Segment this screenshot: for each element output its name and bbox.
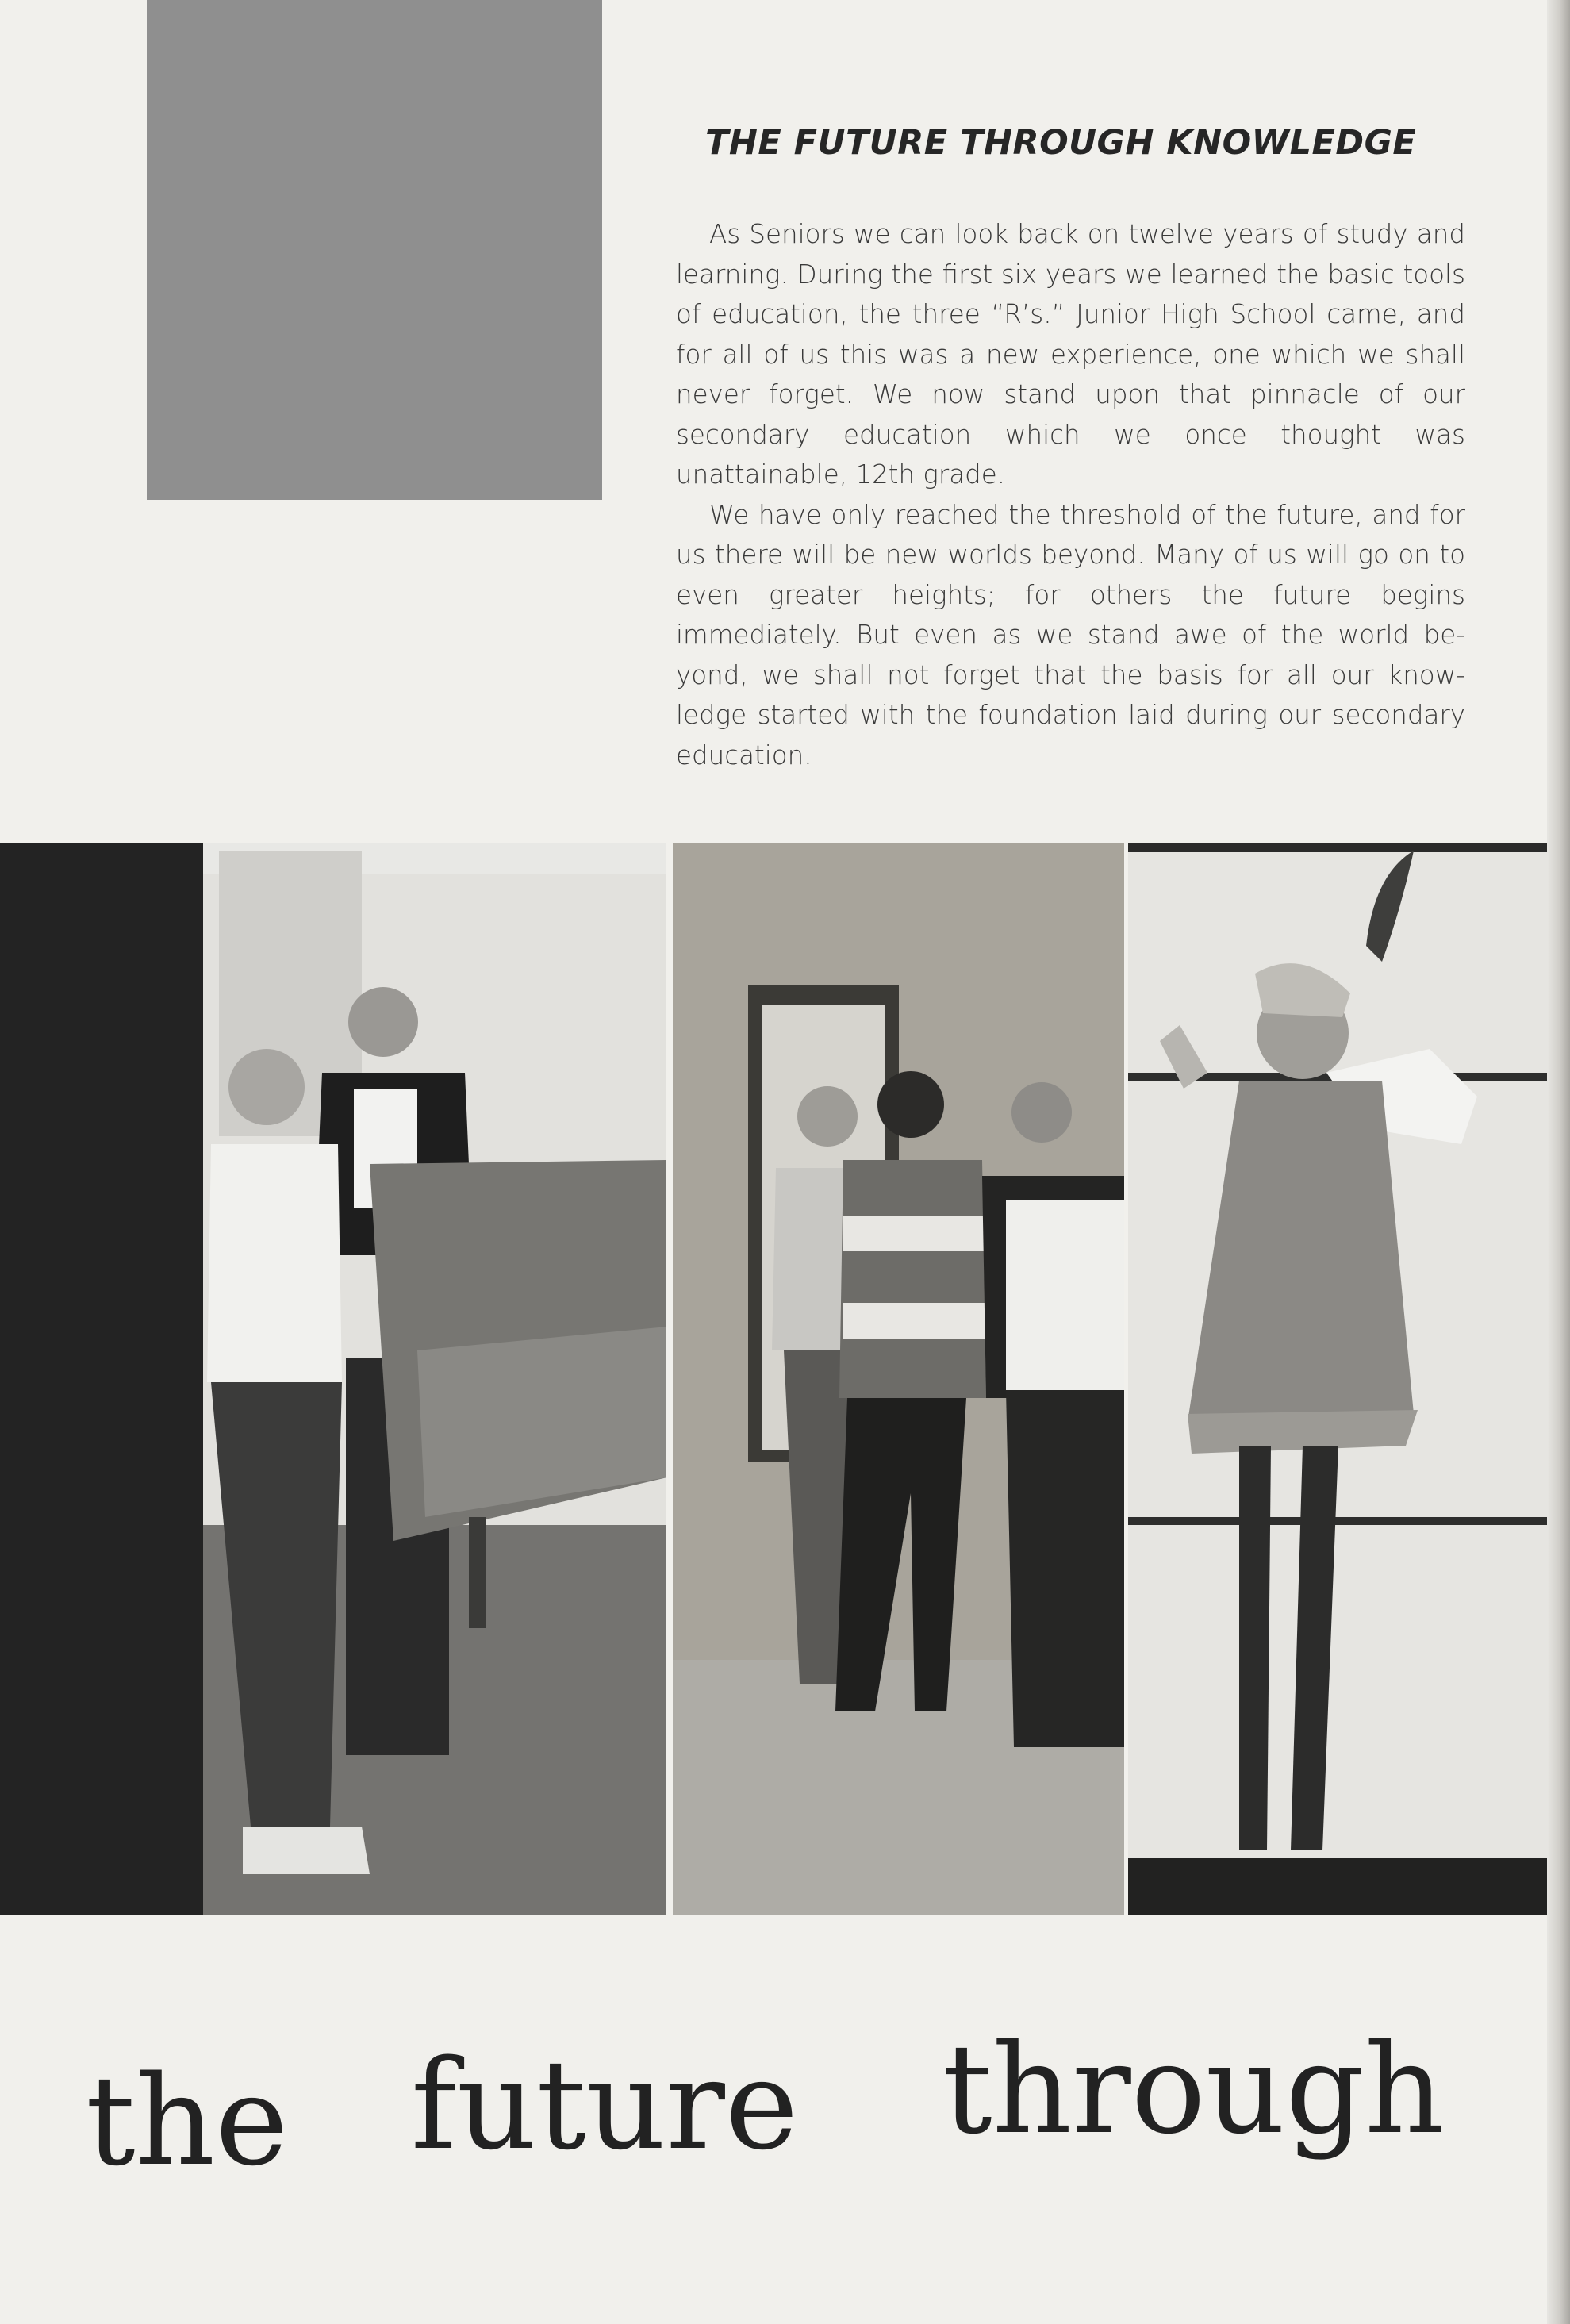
display-title <box>86 2017 1545 2234</box>
display-word-the: the <box>86 2049 289 2193</box>
display-word-future: future <box>411 2033 799 2177</box>
photo-girl-in-costume <box>1128 843 1547 1915</box>
page-edge <box>1547 0 1570 2324</box>
paragraph-1: As Seniors we can look back on twelve years of study and learning. During the first six years we learned the basic tools of education, the three “R’s.” Junior High School came, and for all of us this was a new experience, one which we shall never forget. We now stand upon that pinnacle of our secondary education which we once thought was unattainable, 12th grade. <box>676 219 1465 490</box>
gray-color-block <box>147 0 602 500</box>
article-body <box>676 214 1465 775</box>
article-heading: THE FUTURE THROUGH KNOWLEDGE <box>705 123 1417 163</box>
photo-students-in-hallway <box>673 843 1124 1915</box>
paragraph-2: We have only reached the threshold of the future, and for us there will be new worlds beyond. Many of us will go on to even greater heights; for others the future begins immediately. But even as we stand awe of the world be-yond, we shall not forget that the basis for all our know-ledge started with the foundation laid during our secondary education. <box>676 499 1465 770</box>
photo-boys-carrying-couch <box>203 843 666 1915</box>
display-word-through: through <box>942 2017 1445 2161</box>
black-panel <box>0 843 214 1915</box>
